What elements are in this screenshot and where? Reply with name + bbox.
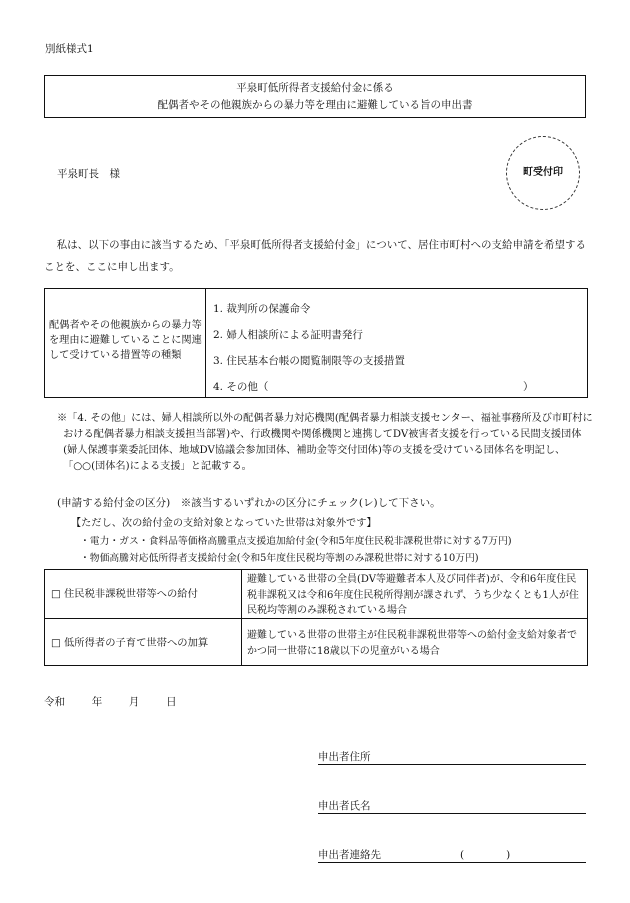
title-line-1: 平泉町低所得者支援給付金に係る: [236, 82, 394, 94]
benefit-checkbox-child-addition[interactable]: □ 低所得者の子育て世帯への加算: [51, 637, 209, 649]
option-certificate[interactable]: 2. 婦人相談所による証明書発行: [213, 329, 363, 341]
option-other-close-paren: ）: [523, 381, 534, 393]
address-label: 申出者住所: [318, 751, 371, 763]
date-year: 年: [91, 696, 103, 708]
addressee: 平泉町長 様: [57, 168, 120, 180]
benefit-description-non-taxable: 避難している世帯の全員(DV等避難者本人及び同伴者)が、令和6年度住民税非課税又は令和6年度住民税所得割が課されず、うち少なくとも1人が住民税均等割のみ課税されている場合: [247, 574, 579, 616]
benefit-checkbox-non-taxable[interactable]: □ 住民税非課税世帯等への給付: [51, 588, 198, 600]
address-field[interactable]: [318, 749, 586, 765]
reception-stamp-circle: [506, 136, 580, 210]
date-line: [44, 697, 177, 708]
option-other[interactable]: 4. その他（: [213, 381, 269, 393]
exclusion-item: ・物価高騰対応低所得者支援給付金(令和5年度住民税均等割のみ課税世帯に対する10万円): [80, 553, 479, 564]
name-field[interactable]: [318, 798, 586, 814]
category-heading: (申請する給付金の区分) ※該当するいずれかの区分にチェック(レ)して下さい。: [57, 497, 441, 509]
title-line-2: 配偶者やその他親族からの暴力等を理由に避難している旨の申出書: [157, 99, 473, 111]
exclusion-heading: 【ただし、次の給付金の支給対象となっていた世帯は対象外です】: [71, 518, 377, 529]
date-day: 日: [166, 696, 177, 708]
title-box: [44, 75, 586, 118]
measures-label: 配偶者やその他親族からの暴力等を理由に避難していることに関連して受けている措置等の種類: [49, 320, 202, 361]
date-month: 月: [128, 696, 140, 708]
note-paragraph: ※「4. その他」には、婦人相談所以外の配偶者暴力対応機関(配偶者暴力相談支援センター、福祉事務所及び市町村における配偶者暴力相談支援担当部署)や、行政機関や関係機関と連携してDV被害者支援を行っている民間支援団体(婦人保護事業委託団体、地域DV協議会参加団体、補助金等交付団体)等の支援を受けている団体名を明記し、「○○(団体名)による支援」と記載する。: [57, 413, 593, 472]
option-court-order[interactable]: 1. 裁判所の保護命令: [213, 303, 311, 315]
measures-table: [44, 288, 588, 398]
exclusion-item: ・電力・ガス・食料品等価格高騰重点支援追加給付金(令和5年度住民税非課税世帯に対する7万円): [80, 536, 512, 547]
contact-field[interactable]: [318, 847, 586, 863]
stamp-label: 町受付印: [523, 167, 563, 178]
contact-paren: ( ): [460, 849, 511, 861]
option-resident-registry[interactable]: 3. 住民基本台帳の閲覧制限等の支援措置: [213, 355, 405, 367]
date-era: 令和: [44, 696, 65, 708]
contact-label: 申出者連絡先: [318, 849, 381, 861]
intro-paragraph: 私は、以下の事由に該当するため、「平泉町低所得者支援給付金」について、居住市町村への支給申請を希望することを、ここに申し出ます。: [44, 239, 587, 273]
name-label: 申出者氏名: [318, 800, 371, 812]
benefit-description-child-addition: 避難している世帯の世帯主が住民税非課税世帯等への給付金支給対象者でかつ同一世帯に18歳以下の児童がいる場合: [247, 630, 577, 657]
measures-divider: [205, 289, 206, 397]
benefit-category-table: [44, 569, 588, 666]
form-label: 別紙様式1: [45, 43, 94, 55]
